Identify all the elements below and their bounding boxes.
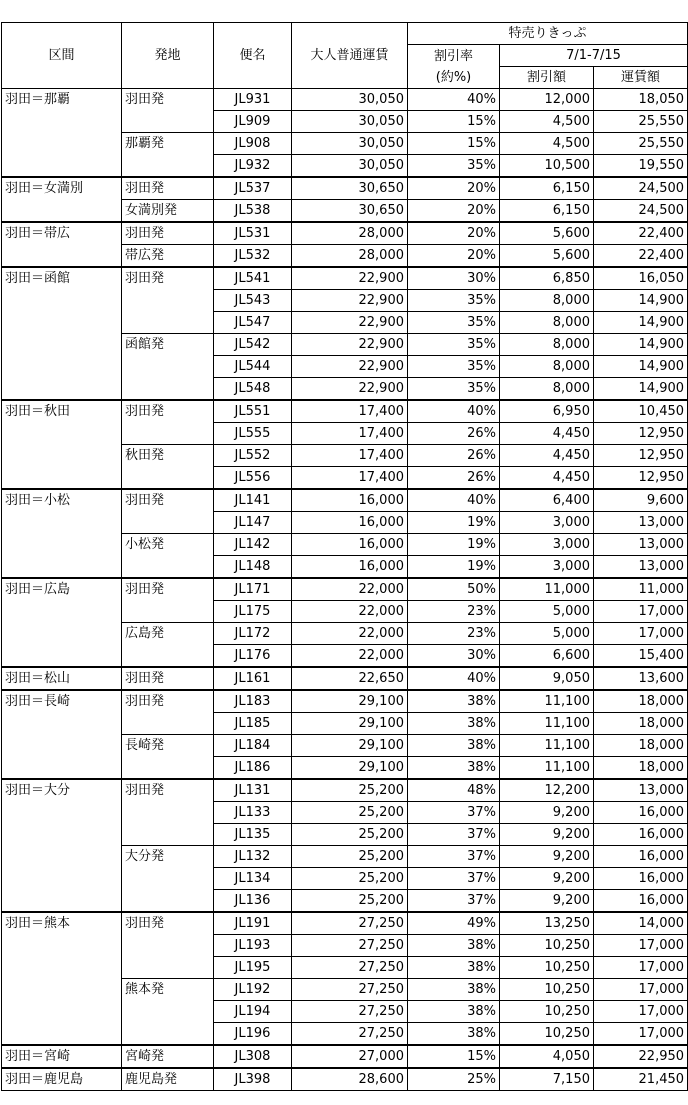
table-row — [2, 1068, 688, 1091]
discount-rate-cell: 37% — [408, 890, 500, 913]
discount-amount-cell: 10,500 — [500, 155, 594, 178]
origin-cell: 羽田発 — [122, 489, 214, 534]
discount-rate-cell: 38% — [408, 735, 500, 757]
flight-number-cell: JL541 — [214, 267, 292, 290]
discount-rate-cell: 38% — [408, 690, 500, 713]
discount-rate-cell: 48% — [408, 779, 500, 802]
flight-number-cell: JL931 — [214, 89, 292, 111]
discount-amount-cell: 9,050 — [500, 667, 594, 690]
route-cell: 羽田＝大分 — [2, 779, 122, 912]
fare-amount-cell: 24,500 — [594, 200, 688, 223]
discount-amount-cell: 10,250 — [500, 979, 594, 1001]
discount-rate-cell: 37% — [408, 824, 500, 846]
table-body — [2, 89, 688, 1091]
flight-number-cell: JL196 — [214, 1023, 292, 1046]
regular-fare-cell: 27,250 — [292, 912, 408, 935]
route-cell: 羽田＝広島 — [2, 578, 122, 667]
flight-number-cell: JL185 — [214, 713, 292, 735]
regular-fare-cell: 17,400 — [292, 467, 408, 490]
discount-amount-cell: 10,250 — [500, 935, 594, 957]
discount-amount-cell: 9,200 — [500, 890, 594, 913]
regular-fare-cell: 25,200 — [292, 802, 408, 824]
flight-number-cell: JL556 — [214, 467, 292, 490]
discount-amount-cell: 4,450 — [500, 467, 594, 490]
regular-fare-cell: 29,100 — [292, 713, 408, 735]
discount-rate-cell: 40% — [408, 89, 500, 111]
discount-rate-cell: 20% — [408, 222, 500, 245]
discount-rate-cell: 20% — [408, 177, 500, 200]
fare-amount-cell: 14,000 — [594, 912, 688, 935]
discount-rate-cell: 15% — [408, 133, 500, 155]
flight-number-cell: JL192 — [214, 979, 292, 1001]
regular-fare-cell: 29,100 — [292, 735, 408, 757]
discount-amount-cell: 11,100 — [500, 713, 594, 735]
route-cell: 羽田＝長崎 — [2, 690, 122, 779]
discount-rate-header — [408, 45, 500, 89]
discount-rate-cell: 38% — [408, 935, 500, 957]
discount-amount-cell: 8,000 — [500, 356, 594, 378]
fare-amount-cell: 9,600 — [594, 489, 688, 512]
regular-fare-cell: 27,250 — [292, 1001, 408, 1023]
route-cell: 羽田＝鹿児島 — [2, 1068, 122, 1091]
discount-rate-cell: 20% — [408, 200, 500, 223]
discount-rate-cell: 19% — [408, 556, 500, 579]
regular-fare-cell: 22,900 — [292, 378, 408, 401]
discount-amount-cell: 3,000 — [500, 512, 594, 534]
regular-fare-cell: 22,650 — [292, 667, 408, 690]
fare-amount-cell: 15,400 — [594, 645, 688, 668]
table-row — [2, 489, 688, 512]
discount-amount-cell: 4,050 — [500, 1045, 594, 1068]
fare-amount-cell: 25,550 — [594, 133, 688, 155]
discount-amount-cell: 6,400 — [500, 489, 594, 512]
fare-amount-cell: 17,000 — [594, 1023, 688, 1046]
regular-fare-cell: 16,000 — [292, 534, 408, 556]
discount-amount-cell: 6,150 — [500, 177, 594, 200]
fare-table — [1, 22, 688, 1091]
origin-cell: 那覇発 — [122, 133, 214, 178]
regular-fare-cell: 30,050 — [292, 89, 408, 111]
discount-rate-cell: 35% — [408, 290, 500, 312]
table-row — [2, 222, 688, 245]
flight-number-cell: JL308 — [214, 1045, 292, 1068]
discount-amount-cell: 7,150 — [500, 1068, 594, 1091]
discount-rate-cell: 30% — [408, 645, 500, 668]
regular-fare-cell: 30,050 — [292, 133, 408, 155]
flight-number-cell: JL532 — [214, 245, 292, 268]
route-cell: 羽田＝帯広 — [2, 222, 122, 267]
discount-rate-cell: 49% — [408, 912, 500, 935]
flight-number-cell: JL133 — [214, 802, 292, 824]
fare-amount-cell: 19,550 — [594, 155, 688, 178]
fare-amount-cell: 17,000 — [594, 623, 688, 645]
flight-number-cell: JL172 — [214, 623, 292, 645]
origin-cell: 広島発 — [122, 623, 214, 668]
origin-cell: 羽田発 — [122, 89, 214, 133]
discount-rate-label: 割引率 — [433, 48, 473, 64]
route-cell: 羽田＝小松 — [2, 489, 122, 578]
origin-cell: 羽田発 — [122, 222, 214, 245]
fare-amount-cell: 13,000 — [594, 512, 688, 534]
regular-fare-cell: 25,200 — [292, 890, 408, 913]
route-header: 区間 — [2, 23, 122, 89]
discount-rate-cell: 20% — [408, 245, 500, 268]
fare-amount-cell: 14,900 — [594, 356, 688, 378]
flight-number-cell: JL148 — [214, 556, 292, 579]
flight-number-cell: JL908 — [214, 133, 292, 155]
regular-fare-cell: 27,000 — [292, 1045, 408, 1068]
discount-rate-cell: 15% — [408, 1045, 500, 1068]
regular-fare-cell: 22,900 — [292, 334, 408, 356]
origin-cell: 羽田発 — [122, 690, 214, 735]
fare-amount-cell: 24,500 — [594, 177, 688, 200]
discount-amount-cell: 11,100 — [500, 757, 594, 780]
flight-number-cell: JL547 — [214, 312, 292, 334]
origin-cell: 羽田発 — [122, 400, 214, 445]
fare-amount-cell: 12,950 — [594, 445, 688, 467]
fare-amount-cell: 17,000 — [594, 935, 688, 957]
fare-amount-cell: 14,900 — [594, 378, 688, 401]
discount-amount-cell: 8,000 — [500, 378, 594, 401]
regular-fare-cell: 29,100 — [292, 690, 408, 713]
discount-amount-cell: 3,000 — [500, 556, 594, 579]
discount-amount-cell: 8,000 — [500, 290, 594, 312]
origin-cell: 羽田発 — [122, 667, 214, 690]
flight-number-cell: JL191 — [214, 912, 292, 935]
route-cell: 羽田＝女満別 — [2, 177, 122, 222]
origin-cell: 小松発 — [122, 534, 214, 579]
discount-rate-cell: 40% — [408, 667, 500, 690]
origin-cell: 帯広発 — [122, 245, 214, 268]
discount-rate-cell: 26% — [408, 467, 500, 490]
flight-number-cell: JL141 — [214, 489, 292, 512]
discount-rate-cell: 38% — [408, 757, 500, 780]
fare-amount-cell: 13,000 — [594, 534, 688, 556]
origin-cell: 函館発 — [122, 334, 214, 401]
regular-fare-cell: 22,000 — [292, 578, 408, 601]
regular-fare-cell: 25,200 — [292, 868, 408, 890]
table-row — [2, 667, 688, 690]
fare-amount-cell: 25,550 — [594, 111, 688, 133]
discount-amount-cell: 13,250 — [500, 912, 594, 935]
route-cell: 羽田＝那覇 — [2, 89, 122, 178]
table-header — [2, 23, 688, 89]
origin-cell: 羽田発 — [122, 779, 214, 846]
discount-amount-cell: 11,100 — [500, 735, 594, 757]
regular-fare-cell: 28,000 — [292, 245, 408, 268]
discount-amount-cell: 6,850 — [500, 267, 594, 290]
regular-fare-cell: 17,400 — [292, 445, 408, 467]
fare-amount-cell: 14,900 — [594, 334, 688, 356]
discount-rate-cell: 15% — [408, 111, 500, 133]
flight-number-cell: JL531 — [214, 222, 292, 245]
fare-amount-cell: 22,400 — [594, 222, 688, 245]
regular-fare-cell: 30,050 — [292, 111, 408, 133]
flight-number-cell: JL555 — [214, 423, 292, 445]
regular-fare-cell: 28,600 — [292, 1068, 408, 1091]
fare-amount-cell: 22,400 — [594, 245, 688, 268]
flight-number-cell: JL543 — [214, 290, 292, 312]
flight-number-cell: JL538 — [214, 200, 292, 223]
regular-fare-cell: 29,100 — [292, 757, 408, 780]
discount-rate-cell: 19% — [408, 512, 500, 534]
table-row — [2, 1045, 688, 1068]
origin-cell: 熊本発 — [122, 979, 214, 1046]
regular-fare-cell: 30,650 — [292, 177, 408, 200]
discount-rate-cell: 30% — [408, 267, 500, 290]
discount-rate-cell: 23% — [408, 601, 500, 623]
table-row — [2, 578, 688, 601]
regular-fare-cell: 22,900 — [292, 290, 408, 312]
origin-cell: 秋田発 — [122, 445, 214, 490]
origin-cell: 大分発 — [122, 846, 214, 913]
fare-amount-cell: 18,050 — [594, 89, 688, 111]
origin-cell: 羽田発 — [122, 578, 214, 623]
flight-number-cell: JL131 — [214, 779, 292, 802]
fare-amount-cell: 17,000 — [594, 1001, 688, 1023]
discount-amount-cell: 9,200 — [500, 824, 594, 846]
table-row — [2, 177, 688, 200]
discount-amount-cell: 4,500 — [500, 111, 594, 133]
fare-amount-cell: 18,000 — [594, 735, 688, 757]
regular-fare-cell: 27,250 — [292, 979, 408, 1001]
discount-amount-cell: 11,000 — [500, 578, 594, 601]
regular-fare-cell: 16,000 — [292, 512, 408, 534]
fare-amount-cell: 14,900 — [594, 312, 688, 334]
discount-rate-cell: 50% — [408, 578, 500, 601]
flight-header: 便名 — [214, 23, 292, 89]
flight-number-cell: JL551 — [214, 400, 292, 423]
discount-rate-cell: 35% — [408, 378, 500, 401]
flight-number-cell: JL175 — [214, 601, 292, 623]
fare-amount-cell: 18,000 — [594, 713, 688, 735]
regular-fare-cell: 22,000 — [292, 645, 408, 668]
regular-fare-cell: 27,250 — [292, 957, 408, 979]
flight-number-cell: JL552 — [214, 445, 292, 467]
route-cell: 羽田＝秋田 — [2, 400, 122, 489]
discount-amount-cell: 6,150 — [500, 200, 594, 223]
regular-fare-cell: 30,650 — [292, 200, 408, 223]
discount-rate-unit: (約%) — [435, 69, 472, 85]
discount-amount-cell: 8,000 — [500, 312, 594, 334]
regular-fare-cell: 28,000 — [292, 222, 408, 245]
fare-amount-cell: 14,900 — [594, 290, 688, 312]
regular-fare-cell: 27,250 — [292, 935, 408, 957]
fare-amount-cell: 17,000 — [594, 979, 688, 1001]
flight-number-cell: JL186 — [214, 757, 292, 780]
regular-fare-header: 大人普通運賃 — [292, 23, 408, 89]
flight-number-cell: JL193 — [214, 935, 292, 957]
regular-fare-cell: 17,400 — [292, 423, 408, 445]
flight-number-cell: JL132 — [214, 846, 292, 868]
discount-rate-cell: 23% — [408, 623, 500, 645]
discount-rate-cell: 40% — [408, 400, 500, 423]
discount-rate-cell: 38% — [408, 713, 500, 735]
discount-rate-cell: 26% — [408, 445, 500, 467]
origin-cell: 宮崎発 — [122, 1045, 214, 1068]
discount-amount-cell: 12,000 — [500, 89, 594, 111]
table-row — [2, 400, 688, 423]
discount-rate-cell: 38% — [408, 957, 500, 979]
origin-cell: 鹿児島発 — [122, 1068, 214, 1091]
regular-fare-cell: 22,000 — [292, 601, 408, 623]
fare-amount-cell: 16,050 — [594, 267, 688, 290]
regular-fare-cell: 27,250 — [292, 1023, 408, 1046]
origin-header: 発地 — [122, 23, 214, 89]
discount-amount-cell: 4,500 — [500, 133, 594, 155]
flight-number-cell: JL142 — [214, 534, 292, 556]
fare-amount-cell: 16,000 — [594, 846, 688, 868]
flight-number-cell: JL134 — [214, 868, 292, 890]
regular-fare-cell: 30,050 — [292, 155, 408, 178]
discount-amount-cell: 5,000 — [500, 623, 594, 645]
fare-amount-cell: 21,450 — [594, 1068, 688, 1091]
discount-rate-cell: 37% — [408, 802, 500, 824]
table-row — [2, 690, 688, 713]
discount-amount-cell: 6,950 — [500, 400, 594, 423]
flight-number-cell: JL544 — [214, 356, 292, 378]
fare-amount-cell: 22,950 — [594, 1045, 688, 1068]
fare-amount-cell: 12,950 — [594, 423, 688, 445]
fare-amount-cell: 18,000 — [594, 690, 688, 713]
origin-cell: 羽田発 — [122, 177, 214, 200]
fare-amount-cell: 16,000 — [594, 868, 688, 890]
fare-amount-cell: 13,000 — [594, 556, 688, 579]
origin-cell: 長崎発 — [122, 735, 214, 780]
regular-fare-cell: 16,000 — [292, 489, 408, 512]
flight-number-cell: JL398 — [214, 1068, 292, 1091]
discount-amount-cell: 9,200 — [500, 802, 594, 824]
discount-amount-cell: 10,250 — [500, 1001, 594, 1023]
special-fare-header: 特売りきっぷ — [408, 23, 688, 45]
discount-amount-cell: 9,200 — [500, 846, 594, 868]
discount-amount-cell: 9,200 — [500, 868, 594, 890]
fare-amount-cell: 16,000 — [594, 824, 688, 846]
regular-fare-cell: 22,900 — [292, 312, 408, 334]
discount-amount-cell: 12,200 — [500, 779, 594, 802]
fare-amount-cell: 11,000 — [594, 578, 688, 601]
table-row — [2, 267, 688, 290]
fare-amount-cell: 16,000 — [594, 890, 688, 913]
discount-amount-cell: 5,600 — [500, 245, 594, 268]
discount-amount-cell: 10,250 — [500, 957, 594, 979]
discount-rate-cell: 19% — [408, 534, 500, 556]
discount-amount-cell: 8,000 — [500, 334, 594, 356]
discount-amount-cell: 4,450 — [500, 445, 594, 467]
discount-rate-cell: 26% — [408, 423, 500, 445]
flight-number-cell: JL136 — [214, 890, 292, 913]
table-row — [2, 912, 688, 935]
fare-amount-cell: 12,950 — [594, 467, 688, 490]
flight-number-cell: JL176 — [214, 645, 292, 668]
discount-rate-cell: 37% — [408, 846, 500, 868]
flight-number-cell: JL194 — [214, 1001, 292, 1023]
route-cell: 羽田＝宮崎 — [2, 1045, 122, 1068]
fare-amount-cell: 16,000 — [594, 802, 688, 824]
fare-amount-cell: 10,450 — [594, 400, 688, 423]
flight-number-cell: JL932 — [214, 155, 292, 178]
discount-rate-cell: 25% — [408, 1068, 500, 1091]
origin-cell: 女満別発 — [122, 200, 214, 223]
fare-amount-cell: 17,000 — [594, 601, 688, 623]
discount-amount-cell: 3,000 — [500, 534, 594, 556]
fare-amount-cell: 13,000 — [594, 779, 688, 802]
discount-amount-cell: 6,600 — [500, 645, 594, 668]
flight-number-cell: JL171 — [214, 578, 292, 601]
regular-fare-cell: 22,900 — [292, 356, 408, 378]
discount-rate-cell: 38% — [408, 979, 500, 1001]
regular-fare-cell: 25,200 — [292, 779, 408, 802]
regular-fare-cell: 22,000 — [292, 623, 408, 645]
discount-amount-cell: 5,600 — [500, 222, 594, 245]
discount-amount-cell: 5,000 — [500, 601, 594, 623]
discount-rate-cell: 35% — [408, 155, 500, 178]
discount-rate-cell: 35% — [408, 356, 500, 378]
route-cell: 羽田＝函館 — [2, 267, 122, 400]
fare-amount-cell: 17,000 — [594, 957, 688, 979]
fare-amount-header: 運賃額 — [594, 67, 688, 89]
discount-amount-cell: 11,100 — [500, 690, 594, 713]
flight-number-cell: JL548 — [214, 378, 292, 401]
discount-rate-cell: 35% — [408, 312, 500, 334]
table-row — [2, 779, 688, 802]
flight-number-cell: JL135 — [214, 824, 292, 846]
flight-number-cell: JL184 — [214, 735, 292, 757]
discount-amount-cell: 10,250 — [500, 1023, 594, 1046]
regular-fare-cell: 25,200 — [292, 824, 408, 846]
flight-number-cell: JL147 — [214, 512, 292, 534]
period-header: 7/1-7/15 — [500, 45, 688, 67]
flight-number-cell: JL542 — [214, 334, 292, 356]
origin-cell: 羽田発 — [122, 912, 214, 979]
flight-number-cell: JL183 — [214, 690, 292, 713]
flight-number-cell: JL161 — [214, 667, 292, 690]
origin-cell: 羽田発 — [122, 267, 214, 334]
regular-fare-cell: 25,200 — [292, 846, 408, 868]
discount-rate-cell: 38% — [408, 1023, 500, 1046]
flight-number-cell: JL195 — [214, 957, 292, 979]
discount-rate-cell: 35% — [408, 334, 500, 356]
regular-fare-cell: 22,900 — [292, 267, 408, 290]
discount-rate-cell: 38% — [408, 1001, 500, 1023]
regular-fare-cell: 16,000 — [292, 556, 408, 579]
fare-amount-cell: 13,600 — [594, 667, 688, 690]
discount-amount-header: 割引額 — [500, 67, 594, 89]
discount-rate-cell: 37% — [408, 868, 500, 890]
discount-rate-cell: 40% — [408, 489, 500, 512]
flight-number-cell: JL909 — [214, 111, 292, 133]
discount-amount-cell: 4,450 — [500, 423, 594, 445]
fare-amount-cell: 18,000 — [594, 757, 688, 780]
route-cell: 羽田＝松山 — [2, 667, 122, 690]
table-row — [2, 89, 688, 111]
flight-number-cell: JL537 — [214, 177, 292, 200]
regular-fare-cell: 17,400 — [292, 400, 408, 423]
route-cell: 羽田＝熊本 — [2, 912, 122, 1045]
